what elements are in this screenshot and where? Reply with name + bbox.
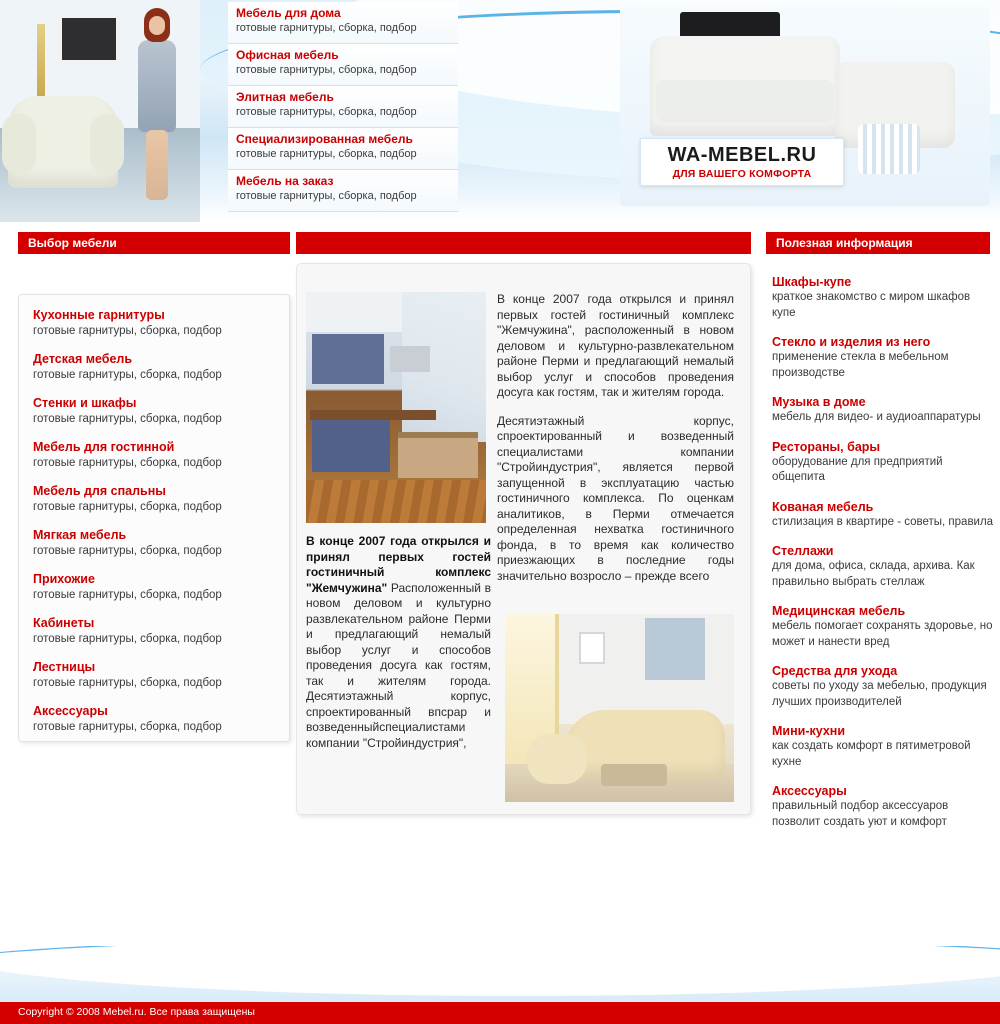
info-item-subtitle: мебель помогает сохранять здоровье, но может и нанести вред [772,620,993,648]
info-item-title: Музыка в доме [772,395,866,409]
catalog-item-subtitle: готовые гарнитуры, сборка, подбор [33,369,222,381]
info-item-mini-kitchens[interactable] [772,723,994,770]
info-item-subtitle: краткое знакомство с миром шкафов купе [772,291,971,319]
top-menu-item-subtitle: готовые гарнитуры, сборка, подбор [236,106,417,118]
hero-model-dress [138,40,176,132]
kitchen-upper-cabinets [312,334,384,384]
info-item-accessories[interactable] [772,783,994,830]
site-logo-text: WA-MEBEL.RU [667,144,817,166]
catalog-item-subtitle: готовые гарнитуры, сборка, подбор [33,457,222,469]
info-item-title: Стекло и изделия из него [772,335,931,349]
kitchen-range-hood [390,346,430,372]
catalog-item-title: Лестницы [33,660,96,674]
catalog-item-title: Мебель для гостинной [33,440,175,454]
top-menu-item-title: Офисная мебель [236,48,339,62]
info-item-subtitle: для дома, офиса, склада, архива. Как правильно выбрать стеллаж [772,560,975,588]
info-item-subtitle: оборудование для предприятий общепита [772,455,943,483]
top-menu-item-home-furniture[interactable] [228,2,458,44]
catalog-item-title: Аксессуары [33,704,108,718]
hero-wall-strip [37,24,45,96]
catalog-item-kitchen[interactable] [33,307,277,339]
hero-model-legs [146,130,168,200]
info-panel [772,274,994,843]
site-logo[interactable] [640,138,844,186]
top-menu-item-title: Мебель для дома [236,6,341,20]
catalog-item-wall-units[interactable] [33,395,277,427]
catalog-item-children[interactable] [33,351,277,383]
top-menu-item-subtitle: готовые гарнитуры, сборка, подбор [236,190,417,202]
info-item-restaurants[interactable] [772,439,994,486]
catalog-item-subtitle: готовые гарнитуры, сборка, подбор [33,589,222,601]
catalog-item-cabinets[interactable] [33,615,277,647]
section-bar-info: Полезная информация [766,232,990,254]
catalog-item-title: Прихожие [33,572,95,586]
article-kitchen-photo [306,292,486,523]
footer-wave-blue-line [0,946,1000,1004]
info-item-title: Рестораны, бары [772,439,881,454]
catalog-item-living-room[interactable] [33,439,277,471]
catalog-item-subtitle: готовые гарнитуры, сборка, подбор [33,721,222,733]
catalog-item-stairs[interactable] [33,659,277,691]
article-body: Расположенный в новом деловом и культурно развлекательном районе Перми и предлагающий немалый выбор услуг и способов проведения досуга как гостям, так и жителям города. Десятиэтажный корпус, спроектированный впсрар и возведенныйспециалистами компании "Стройиндустрия", [306,580,491,750]
catalog-item-subtitle: готовые гарнитуры, сборка, подбор [33,633,222,645]
footer-copyright: Copyright © 2008 Mebel.ru. Все права защищены [18,1006,255,1018]
top-menu [228,2,458,212]
catalog-item-soft-furniture[interactable] [33,527,277,559]
kitchen-lower-cabinets [312,420,390,472]
info-item-title: Кованая мебель [772,499,874,514]
info-item-care-products[interactable] [772,663,994,710]
article-text-right [497,292,734,597]
info-item-title: Стеллажи [772,544,834,558]
living-room-ottoman [527,734,587,784]
section-bar-catalog: Выбор мебели [18,232,290,254]
catalog-panel [18,294,290,742]
catalog-item-subtitle: готовые гарнитуры, сборка, подбор [33,413,222,425]
article-lead: В конце 2007 года открылся и принял первых гостей гостиничный комплекс "Жемчужина" [306,534,491,595]
living-room-coffee-table [601,764,667,786]
info-item-shelving[interactable] [772,543,994,590]
top-menu-item-elite-furniture[interactable] [228,86,458,128]
catalog-item-title: Стенки и шкафы [33,396,137,410]
info-item-title: Средства для ухода [772,664,898,678]
top-menu-item-custom-furniture[interactable] [228,170,458,212]
info-item-subtitle: применение стекла в мебельном производстве [772,351,949,379]
sofa-photo-pillow [858,124,920,174]
catalog-item-title: Мягкая мебель [33,528,127,542]
info-item-title: Шкафы-купе [772,275,852,289]
living-room-wall-panel [645,618,705,680]
kitchen-countertop [310,410,436,420]
top-menu-item-title: Мебель на заказ [236,174,334,188]
kitchen-wood-floor [306,480,486,523]
info-item-glass[interactable] [772,334,994,381]
info-item-title: Аксессуары [772,784,847,798]
top-menu-item-subtitle: готовые гарнитуры, сборка, подбор [236,148,417,160]
catalog-item-subtitle: готовые гарнитуры, сборка, подбор [33,501,222,513]
hero-model-figure [126,4,188,200]
article-paragraph-2: Десятиэтажный корпус, спроектированный и возведенный специалистами компании "Стройиндустрия", является первой запущенной в эксплуатацию частью гостиничного комплекса. По оценкам аналитиков, в Перми отмечается определенная нехватка гостиничного фонда, в то время как количество приезжающих в последние годы значительно возросло – прежде всего [497,413,734,583]
top-menu-item-specialized-furniture[interactable] [228,128,458,170]
catalog-item-title: Мебель для спальны [33,484,166,498]
article-panel [296,263,751,815]
hero-armchair [8,96,118,188]
info-item-subtitle: правильный подбор аксессуаров позволит создать уют и комфорт [772,800,949,828]
info-item-subtitle: как создать комфорт в пятиметровой кухне [772,740,971,768]
info-item-subtitle: мебель для видео- и аудиоаппаратуры [772,411,981,423]
hero-model-face [149,16,165,35]
info-item-medical[interactable] [772,603,994,650]
top-menu-item-subtitle: готовые гарнитуры, сборка, подбор [236,22,417,34]
section-bar-article [296,232,751,254]
article-living-room-photo [505,614,734,802]
hero-interior-photo [0,0,200,222]
catalog-item-subtitle: готовые гарнитуры, сборка, подбор [33,677,222,689]
info-item-subtitle: советы по уходу за мебелью, продукция лучших производителей [772,680,987,708]
catalog-item-title: Кухонные гарнитуры [33,308,165,322]
catalog-item-accessories[interactable] [33,703,277,735]
site-logo-tagline: ДЛЯ ВАШЕГО КОМФОРТА [672,168,812,180]
top-menu-item-title: Элитная мебель [236,90,334,104]
catalog-item-bedroom[interactable] [33,483,277,515]
info-item-subtitle: стилизация в квартире - советы, правила [772,515,994,528]
living-room-picture-frame [579,632,605,664]
catalog-item-title: Кабинеты [33,616,95,630]
info-item-wardrobes[interactable] [772,274,994,321]
catalog-item-hallway[interactable] [33,571,277,603]
footer-wave-decoration [0,946,1000,1004]
top-menu-item-title: Специализированная мебель [236,132,413,146]
top-menu-item-subtitle: готовые гарнитуры, сборка, подбор [236,64,417,76]
site-header [0,0,1000,222]
article-text-left [306,534,491,751]
hero-tv-panel [58,14,120,64]
info-item-music[interactable] [772,394,994,426]
article-paragraph-1: В конце 2007 года открылся и принял первых гостей гостиничный комплекс "Жемчужина", расположенный в новом деловом и культурно-развлекательном районе Перми и предлагающий немалый выбор услуг и способов проведения досуга как гостям, так и жителям города. [497,292,734,399]
sofa-photo-couch [650,36,840,136]
info-item-wrought-iron[interactable] [772,499,994,531]
info-item-title: Мини-кухни [772,724,846,738]
catalog-item-title: Детская мебель [33,352,133,366]
info-item-title: Медицинская мебель [772,604,906,618]
catalog-item-subtitle: готовые гарнитуры, сборка, подбор [33,545,222,557]
catalog-item-subtitle: готовые гарнитуры, сборка, подбор [33,325,222,337]
top-menu-item-office-furniture[interactable] [228,44,458,86]
kitchen-island [398,432,478,478]
